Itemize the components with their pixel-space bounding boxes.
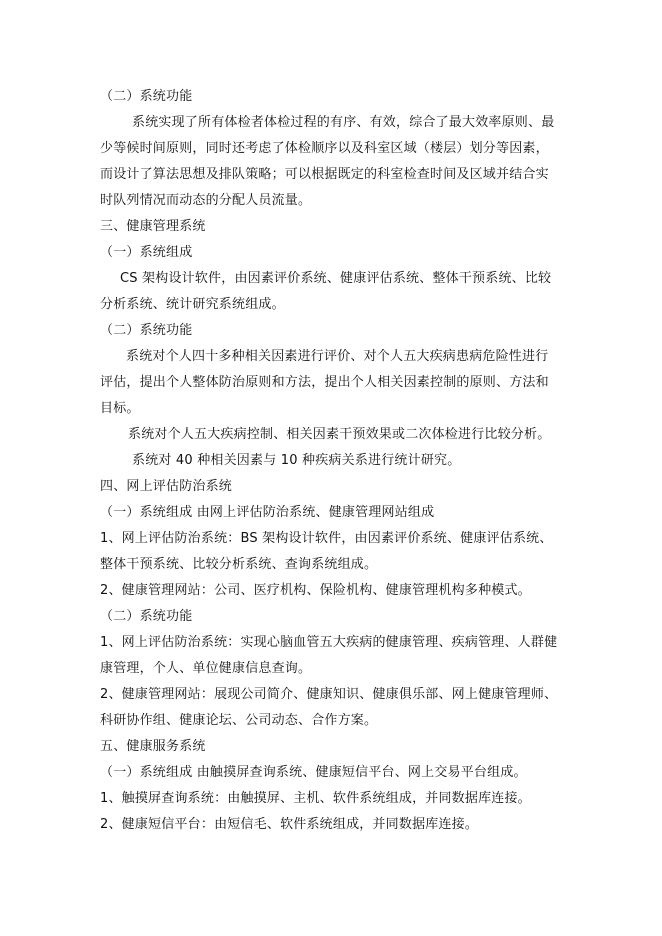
heading-system-function: （二）系统功能	[100, 609, 193, 624]
section-heading-online-assessment: 四、网上评估防治系统	[100, 479, 233, 494]
paragraph-line: 少等候时间原则，同时还考虑了体检顺序以及科室区域（楼层）划分等因素，	[100, 141, 549, 156]
list-item: 2、健康管理网站：公司、医疗机构、保险机构、健康管理机构多种模式。	[100, 583, 531, 598]
paragraph-line: 时队列情况而动态的分配人员流量。	[100, 193, 312, 208]
heading-system-function: （二）系统功能	[100, 89, 193, 104]
list-item: 2、健康管理网站：展现公司简介、健康知识、健康俱乐部、网上健康管理师、	[100, 687, 558, 702]
paragraph-line: CS 架构设计软件，由因素评价系统、健康评估系统、整体干预系统、比较	[120, 271, 552, 286]
heading-system-composition: （一）系统组成	[100, 245, 193, 260]
paragraph-line: 系统对个人四十多种相关因素进行评价、对个人五大疾病患病危险性进行	[126, 349, 549, 364]
paragraph-line: 分析系统、统计研究系统组成。	[100, 297, 285, 312]
paragraph-line: 评估，提出个人整体防治原则和方法，提出个人相关因素控制的原则、方法和	[100, 375, 549, 390]
heading-system-function: （二）系统功能	[100, 323, 193, 338]
paragraph-line: 系统对 40 种相关因素与 10 种疾病关系进行统计研究。	[132, 453, 461, 468]
list-item: 1、网上评估防治系统：实现心脑血管五大疾病的健康管理、疾病管理、人群健	[100, 635, 558, 650]
paragraph-line: 系统实现了所有体检者体检过程的有序、有效，综合了最大效率原则、最	[132, 115, 555, 130]
heading-system-composition: （一）系统组成 由网上评估防治系统、健康管理网站组成	[100, 505, 435, 520]
paragraph-line: 系统对个人五大疾病控制、相关因素干预效果或二次体检进行比较分析。	[128, 427, 551, 442]
heading-system-composition: （一）系统组成 由触摸屏查询系统、健康短信平台、网上交易平台组成。	[100, 765, 527, 780]
paragraph-line: 目标。	[100, 401, 140, 416]
list-item: 2、健康短信平台：由短信毛、软件系统组成，并同数据库连接。	[100, 817, 479, 832]
list-item: 1、网上评估防治系统：BS 架构设计软件，由因素评价系统、健康评估系统、	[100, 531, 553, 546]
paragraph-line: 科研协作组、健康论坛、公司动态、合作方案。	[100, 713, 378, 728]
paragraph-line: 整体干预系统、比较分析系统、查询系统组成。	[100, 557, 378, 572]
section-heading-health-service: 五、健康服务系统	[100, 739, 206, 754]
paragraph-line: 康管理，个人、单位健康信息查询。	[100, 661, 312, 676]
list-item: 1、触摸屏查询系统：由触摸屏、主机、软件系统组成，并同数据库连接。	[100, 791, 531, 806]
paragraph-line: 而设计了算法思想及排队策略；可以根据既定的科室检查时间及区域并结合实	[100, 167, 549, 182]
section-heading-health-management: 三、健康管理系统	[100, 219, 206, 234]
